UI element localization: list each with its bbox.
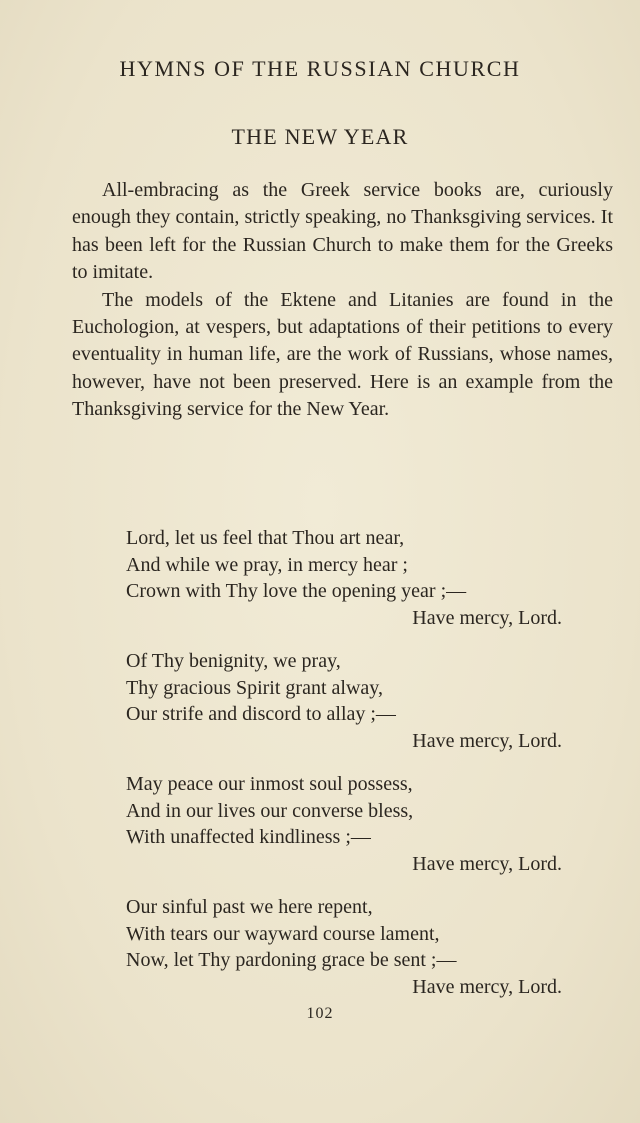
refrain: Have mercy, Lord. xyxy=(412,606,562,629)
verse-line: And while we pray, in mercy hear ; xyxy=(126,553,408,576)
verse-line: With unaffected kindliness ;— xyxy=(126,826,371,848)
page-number: 102 xyxy=(306,1005,334,1022)
verse-line: May peace our inmost soul possess, xyxy=(126,773,413,795)
verse-line: With tears our wayward course lament, xyxy=(126,922,440,945)
stanza xyxy=(126,894,566,1000)
section-title: THE NEW YEAR xyxy=(231,124,409,149)
refrain: Have mercy, Lord. xyxy=(412,975,562,998)
verse-line: Crown with Thy love the opening year ;— xyxy=(126,580,467,602)
stanza xyxy=(126,648,566,754)
running-head: HYMNS OF THE RUSSIAN CHURCH xyxy=(119,56,521,81)
paragraph: All-embracing as the Greek service books are, curiously enough they contain, strictly speaking, no Thanksgiving services. It has been left for the Russian Church to make them for the Greeks to imitate. xyxy=(72,179,613,284)
verse-line: Lord, let us feel that Thou art near, xyxy=(126,527,405,549)
verse-line: And in our lives our converse bless, xyxy=(126,799,414,822)
refrain: Have mercy, Lord. xyxy=(412,852,562,875)
verse-line: Our strife and discord to allay ;— xyxy=(126,703,396,725)
prose-body xyxy=(72,177,613,424)
refrain: Have mercy, Lord. xyxy=(412,729,562,752)
stanza xyxy=(126,525,566,631)
stanza xyxy=(126,771,566,877)
paragraph: The models of the Ektene and Litanies are found in the Euchologion, at vespers, but adaptations of their petitions to every eventuality in human life, are the work of Russians, whose names, however, have not been preserved. Here is an example from the Thanksgiving service for the New Year. xyxy=(72,288,613,421)
verse-line: Now, let Thy pardoning grace be sent ;— xyxy=(126,949,457,971)
hymn xyxy=(126,525,566,1017)
verse-line: Of Thy benignity, we pray, xyxy=(126,650,341,672)
verse-line: Thy gracious Spirit grant alway, xyxy=(126,676,383,699)
verse-line: Our sinful past we here repent, xyxy=(126,896,373,918)
